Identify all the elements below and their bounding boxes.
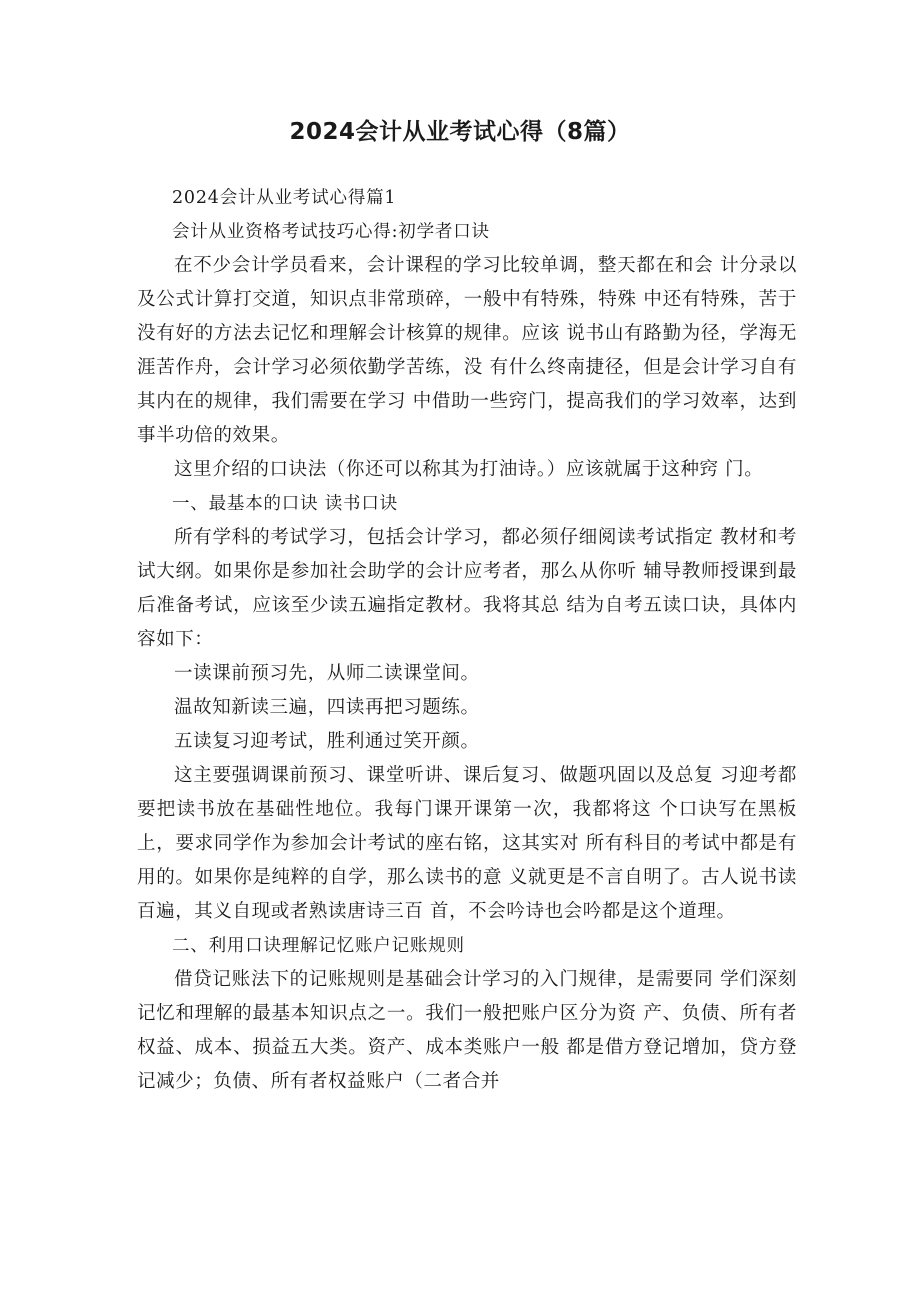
body-paragraph: 在不少会计学员看来，会计课程的学习比较单调，整天都在和会 计分录以及公式计算打交道，知识点非常琐碎，一般中有特殊，特殊 中还有特殊，苦于没有好的方法去记忆和理解会计核算的规律。应该 说书山有路勤为径，学海无涯苦作舟，会计学习必须依勤学苦练，没 有什么终南捷径，但是会计学习自有其内在的规律，我们需要在学习 中借助一些窍门，提高我们的学习效率，达到事半功倍的效果。 (137, 255, 797, 446)
body-paragraph: 借贷记账法下的记账规则是基础会计学习的入门规律，是需要同 学们深刻记忆和理解的最基本知识点之一。我们一般把账户区分为资 产、负债、所有者权益、成本、损益五大类。资产、成本类账户一般 都是借方登记增加，贷方登记减少；负债、所有者权益账户（二者合并 (137, 969, 797, 1092)
article-heading: 2024会计从业考试心得篇1 (172, 188, 397, 208)
body-paragraph: 这主要强调课前预习、课堂听讲、课后复习、做题巩固以及总复 习迎考都要把读书放在基础性地位。我每门课开课第一次，我都将这 个口诀写在黑板上，要求同学作为参加会计考试的座右铭，这其实对 所有科目的考试中都是有用的。如果你是纯粹的自学，那么读书的意 义就更是不言自明了。古人说书读百遍，其义自现或者熟读唐诗三百 首，不会吟诗也会吟都是这个道理。 (137, 765, 797, 922)
verse-line: 五读复习迎考试，胜利通过笑开颜。 (174, 731, 480, 752)
body-paragraph: 这里介绍的口诀法（你还可以称其为打油诗。）应该就属于这种窍 门。 (174, 459, 764, 480)
document-title: 2024会计从业考试心得（8篇） (289, 119, 631, 145)
article-subheading: 会计从业资格考试技巧心得:初学者口诀 (172, 222, 490, 242)
section-heading-1: 一、最基本的口诀 读书口诀 (172, 494, 398, 514)
verse-line: 一读课前预习先，从师二读课堂间。 (174, 663, 480, 684)
document-body (137, 181, 797, 1099)
verse-line: 温故知新读三遍，四读再把习题练。 (174, 697, 480, 718)
section-heading-2: 二、利用口诀理解记忆账户记账规则 (172, 936, 465, 956)
body-paragraph: 所有学科的考试学习，包括会计学习，都必须仔细阅读考试指定 教材和考试大纲。如果你是参加社会助学的会计应考者，那么从你听 辅导教师授课到最后准备考试，应该至少读五遍指定教材。我将其总 结为自考五读口诀，具体内容如下： (137, 527, 797, 650)
